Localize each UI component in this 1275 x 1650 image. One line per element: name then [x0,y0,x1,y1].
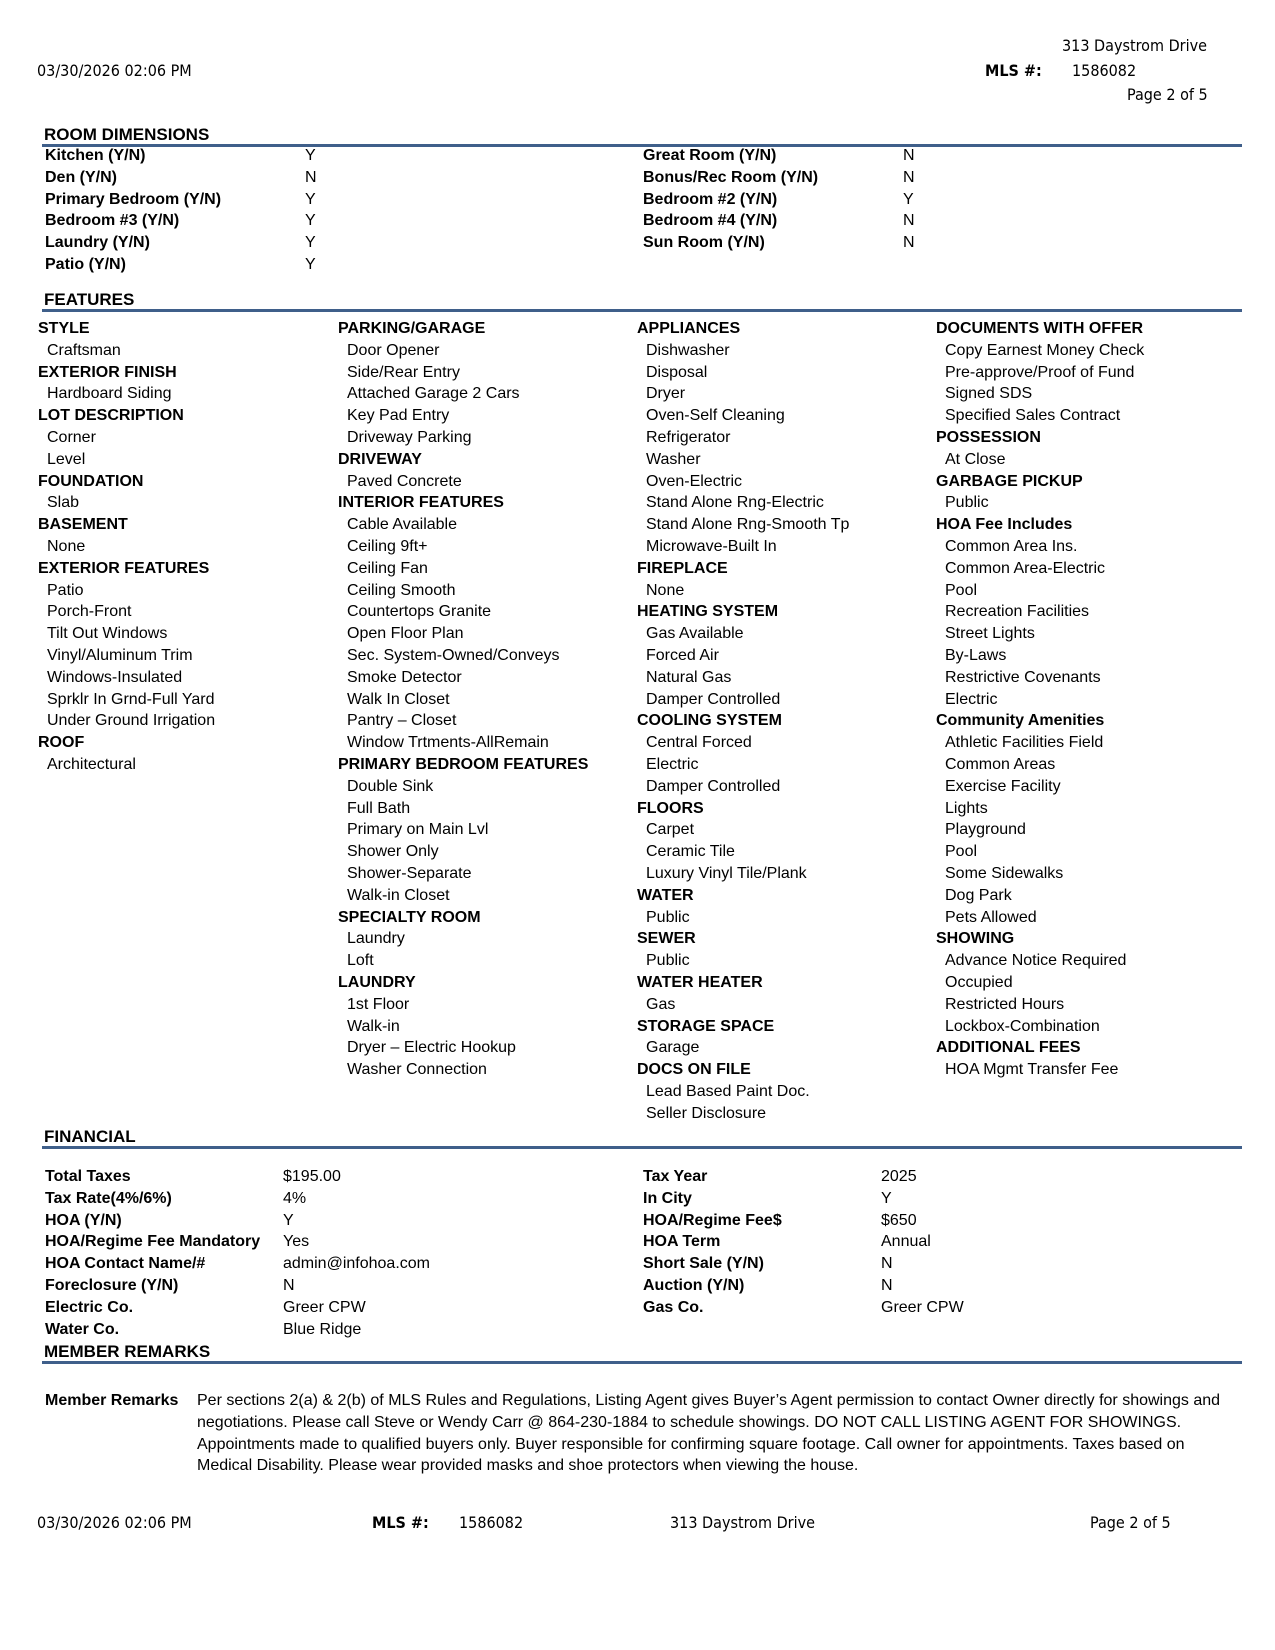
member-remarks-text: Per sections 2(a) & 2(b) of MLS Rules and Regulations, Listing Agent gives Buyer’s Agent permission to contact Owner directly for showings and negotiations. Please call Steve or Wendy Carr @ 864-230-1884 to schedule showings. DO NOT CALL LISTING AGENT FOR SHOWINGS. Appointments made to qualified buyers only. Buyer responsible for confirming square footage. Call owner for appointments. Taxes based on Medical Disability. Please wear provided masks and shoe protectors when viewing the house. [197,1392,1221,1475]
feature-item: Lead Based Paint Doc. [646,1082,810,1100]
feature-item: Some Sidewalks [945,864,1064,882]
feature-item: Architectural [47,755,136,773]
financial-label: HOA/Regime Fee$ [643,1211,782,1229]
feature-category-heading: FIREPLACE [637,559,728,577]
section-divider [42,144,1242,147]
feature-item: Key Pad Entry [347,407,450,425]
financial-label: Tax Rate(4%/6%) [45,1189,172,1207]
feature-item: Exercise Facility [945,777,1061,795]
feature-item: Level [47,450,86,468]
features-column [38,318,215,776]
feature-item: Forced Air [646,646,719,664]
feature-item: HOA Mgmt Transfer Fee [945,1061,1119,1079]
feature-item: Pool [945,843,978,861]
rooms-value: N [903,234,915,252]
feature-item: Hardboard Siding [47,385,172,403]
rooms-label: Den (Y/N) [45,168,117,186]
feature-item: At Close [945,450,1006,468]
feature-item: Public [646,908,690,926]
financial-value: 2025 [881,1168,917,1185]
feature-item: Common Area-Electric [945,559,1106,577]
feature-item: Oven-Self Cleaning [646,407,785,425]
feature-item: Washer Connection [347,1061,487,1079]
footer-mls-number: 1586082 [459,1513,524,1532]
financial-label: Auction (Y/N) [643,1277,745,1294]
feature-item: Lights [945,799,988,817]
feature-item: Oven-Electric [646,472,743,490]
feature-item: Craftsman [47,341,121,359]
feature-item: None [646,581,685,599]
financial-label: In City [643,1189,692,1207]
feature-category-heading: SPECIALTY ROOM [338,908,481,926]
feature-item: Windows-Insulated [47,668,183,686]
section-divider [42,1361,1242,1364]
feature-item: Walk-in Closet [347,886,450,904]
feature-category-heading: INTERIOR FEATURES [338,494,504,512]
financial-value: N [881,1277,893,1294]
feature-category-heading: EXTERIOR FINISH [38,363,177,381]
feature-item: Smoke Detector [347,668,462,686]
feature-item: Carpet [646,821,695,839]
header-address: 313 Daystrom Drive [1062,36,1207,55]
feature-item: Natural Gas [646,668,732,686]
financial-label: Foreclosure (Y/N) [45,1277,179,1294]
feature-item: Full Bath [347,799,411,817]
feature-item: Dog Park [945,886,1012,904]
feature-item: Open Floor Plan [347,625,464,643]
rooms-label: Patio (Y/N) [45,256,126,273]
feature-category-heading: COOLING SYSTEM [637,712,782,730]
section-title-member-remarks: MEMBER REMARKS [44,1342,211,1361]
feature-item: Microwave-Built In [646,537,777,555]
feature-item: Athletic Facilities Field [945,734,1104,752]
feature-item: Recreation Facilities [945,603,1090,621]
feature-item: Side/Rear Entry [347,363,460,381]
feature-category-heading: FLOORS [637,799,704,817]
feature-category-heading: LOT DESCRIPTION [38,407,184,425]
financial-label: HOA (Y/N) [45,1211,122,1229]
section-title-features: FEATURES [44,290,135,309]
feature-item: Public [646,952,690,970]
feature-item: Pre-approve/Proof of Fund [945,363,1135,381]
feature-item: Shower Only [347,843,439,861]
feature-item: Lockbox-Combination [945,1017,1100,1035]
feature-item: Gas Available [646,625,744,643]
header-page: Page 2 of 5 [1127,85,1208,104]
feature-item: Dryer – Electric Hookup [347,1039,516,1057]
header-datetime: 03/30/2026 02:06 PM [37,61,192,80]
rooms-label: Sun Room (Y/N) [643,234,765,252]
financial-value: Greer CPW [283,1298,366,1316]
feature-item: Ceramic Tile [646,843,735,861]
feature-item: Double Sink [347,777,434,795]
features-column [637,318,849,1124]
feature-item: 1st Floor [347,995,410,1013]
feature-item: Porch-Front [47,603,132,621]
feature-category-heading: BASEMENT [38,516,128,534]
feature-category-heading: DOCUMENTS WITH OFFER [936,320,1144,337]
financial-label: Gas Co. [643,1298,704,1316]
feature-item: Patio [47,581,84,599]
feature-category-heading: APPLIANCES [637,320,741,337]
rooms-value: Y [305,234,316,252]
feature-category-heading: GARBAGE PICKUP [936,472,1083,490]
feature-item: Loft [347,952,374,970]
rooms-value: N [903,147,915,164]
section-title-room-dimensions: ROOM DIMENSIONS [44,125,210,144]
feature-item: Laundry [347,930,405,948]
feature-category-heading: WATER HEATER [637,973,763,991]
feature-item: Countertops Granite [347,603,492,621]
financial-value: admin@infohoa.com [283,1255,430,1273]
footer-address: 313 Daystrom Drive [670,1513,815,1532]
feature-category-heading: HOA Fee Includes [936,516,1073,534]
feature-item: Vinyl/Aluminum Trim [47,646,193,664]
feature-item: Pool [945,581,978,599]
feature-item: Sprklr In Grnd-Full Yard [47,690,215,708]
feature-item: Common Area Ins. [945,537,1078,555]
feature-category-heading: WATER [637,886,694,904]
feature-item: Driveway Parking [347,428,472,446]
feature-item: Copy Earnest Money Check [945,341,1145,359]
feature-item: Common Areas [945,755,1056,773]
rooms-value: Y [305,147,316,164]
feature-item: Signed SDS [945,385,1033,403]
feature-item: Stand Alone Rng-Electric [646,494,824,512]
rooms-value: Y [903,190,914,208]
features-column [338,318,588,1081]
financial-value: N [881,1255,893,1273]
feature-item: Pets Allowed [945,908,1037,926]
financial-value: Y [283,1211,294,1229]
rooms-label: Primary Bedroom (Y/N) [45,190,222,208]
feature-item: Ceiling Fan [347,559,428,577]
financial-label: HOA Term [643,1233,721,1251]
rooms-label: Bedroom #4 (Y/N) [643,212,778,230]
feature-item: Gas [646,995,676,1013]
features-column [936,318,1144,1081]
feature-item: Walk-in [347,1017,400,1035]
rooms-label: Kitchen (Y/N) [45,147,146,164]
feature-item: Corner [47,428,96,446]
feature-item: Public [945,494,989,512]
feature-item: Primary on Main Lvl [347,821,489,839]
financial-label: Total Taxes [45,1168,131,1185]
feature-item: Restrictive Covenants [945,668,1101,686]
feature-item: Occupied [945,973,1013,991]
member-remarks-label: Member Remarks [45,1392,179,1409]
feature-category-heading: PARKING/GARAGE [338,320,486,337]
financial-value: Y [881,1189,892,1207]
financial-value: $195.00 [283,1168,341,1185]
rooms-label: Bedroom #3 (Y/N) [45,212,180,230]
financial-value: Blue Ridge [283,1320,362,1338]
feature-item: Street Lights [945,625,1035,643]
feature-item: Damper Controlled [646,690,781,708]
feature-category-heading: FOUNDATION [38,472,144,490]
rooms-label: Bedroom #2 (Y/N) [643,190,778,208]
feature-item: Tilt Out Windows [47,625,168,643]
financial-value: N [283,1277,295,1294]
feature-item: Sec. System-Owned/Conveys [347,646,560,664]
feature-category-heading: EXTERIOR FEATURES [38,559,210,577]
feature-item: Paved Concrete [347,472,462,490]
financial-value: $650 [881,1211,917,1229]
financial-value: Annual [881,1233,931,1251]
feature-item: Door Opener [347,341,440,359]
feature-item: Refrigerator [646,428,731,446]
footer-mls-label: MLS #: [372,1513,429,1532]
financial-label: Water Co. [45,1320,120,1338]
feature-item: Playground [945,821,1026,839]
feature-item: Washer [646,450,701,468]
feature-category-heading: ADDITIONAL FEES [936,1039,1081,1057]
section-divider [42,309,1242,312]
feature-item: Luxury Vinyl Tile/Plank [646,864,807,882]
feature-item: Electric [646,755,699,773]
feature-category-heading: HEATING SYSTEM [637,603,779,621]
financial-value: Greer CPW [881,1298,964,1316]
section-title-financial: FINANCIAL [44,1127,136,1146]
feature-item: Advance Notice Required [945,952,1127,970]
footer-page: Page 2 of 5 [1090,1513,1171,1532]
feature-item: Slab [47,494,80,512]
feature-item: Stand Alone Rng-Smooth Tp [646,516,850,534]
feature-category-heading: SHOWING [936,930,1015,948]
financial-label: Electric Co. [45,1298,134,1316]
rooms-label: Laundry (Y/N) [45,234,150,252]
feature-item: Garage [646,1039,700,1057]
feature-item: Central Forced [646,734,752,752]
rooms-label: Great Room (Y/N) [643,147,777,164]
rooms-value: N [903,212,915,230]
feature-category-heading: LAUNDRY [338,973,416,991]
financial-label: Short Sale (Y/N) [643,1255,764,1273]
feature-item: Walk In Closet [347,690,450,708]
feature-item: Under Ground Irrigation [47,712,216,730]
feature-item: Damper Controlled [646,777,781,795]
feature-item: Dishwasher [646,341,730,359]
feature-item: Dryer [646,385,686,403]
feature-item: Seller Disclosure [646,1104,767,1122]
financial-label: Tax Year [643,1168,708,1185]
feature-item: Ceiling Smooth [347,581,456,599]
rooms-value: Y [305,190,316,208]
feature-item: Attached Garage 2 Cars [347,385,520,403]
feature-item: None [47,537,86,555]
feature-item: Disposal [646,363,708,381]
financial-value: Yes [283,1233,310,1251]
rooms-value: N [305,168,317,186]
footer-datetime: 03/30/2026 02:06 PM [37,1513,192,1532]
feature-category-heading: Community Amenities [936,712,1105,730]
feature-item: Specified Sales Contract [945,407,1121,425]
financial-label: HOA/Regime Fee Mandatory [45,1233,261,1251]
feature-item: Restricted Hours [945,995,1065,1013]
rooms-value: Y [305,212,316,230]
feature-item: By-Laws [945,646,1007,664]
section-divider [42,1146,1242,1149]
rooms-value: Y [305,256,316,273]
feature-item: Cable Available [347,516,458,534]
feature-category-heading: ROOF [38,734,85,752]
feature-item: Electric [945,690,998,708]
feature-category-heading: DOCS ON FILE [637,1061,751,1079]
financial-value: 4% [283,1189,307,1207]
feature-item: Ceiling 9ft+ [347,537,428,555]
financial-label: HOA Contact Name/# [45,1255,206,1273]
header-mls-label: MLS #: [985,61,1042,80]
feature-item: Pantry – Closet [347,712,457,730]
feature-item: Window Trtments-AllRemain [347,734,549,752]
feature-category-heading: DRIVEWAY [338,450,422,468]
feature-category-heading: STORAGE SPACE [637,1017,775,1035]
feature-item: Shower-Separate [347,864,472,882]
rooms-value: N [903,168,915,186]
rooms-label: Bonus/Rec Room (Y/N) [643,168,819,186]
feature-category-heading: PRIMARY BEDROOM FEATURES [338,755,589,773]
feature-category-heading: SEWER [637,930,696,948]
header-mls-number: 1586082 [1072,61,1137,80]
feature-category-heading: STYLE [38,320,90,337]
feature-category-heading: POSSESSION [936,428,1041,446]
